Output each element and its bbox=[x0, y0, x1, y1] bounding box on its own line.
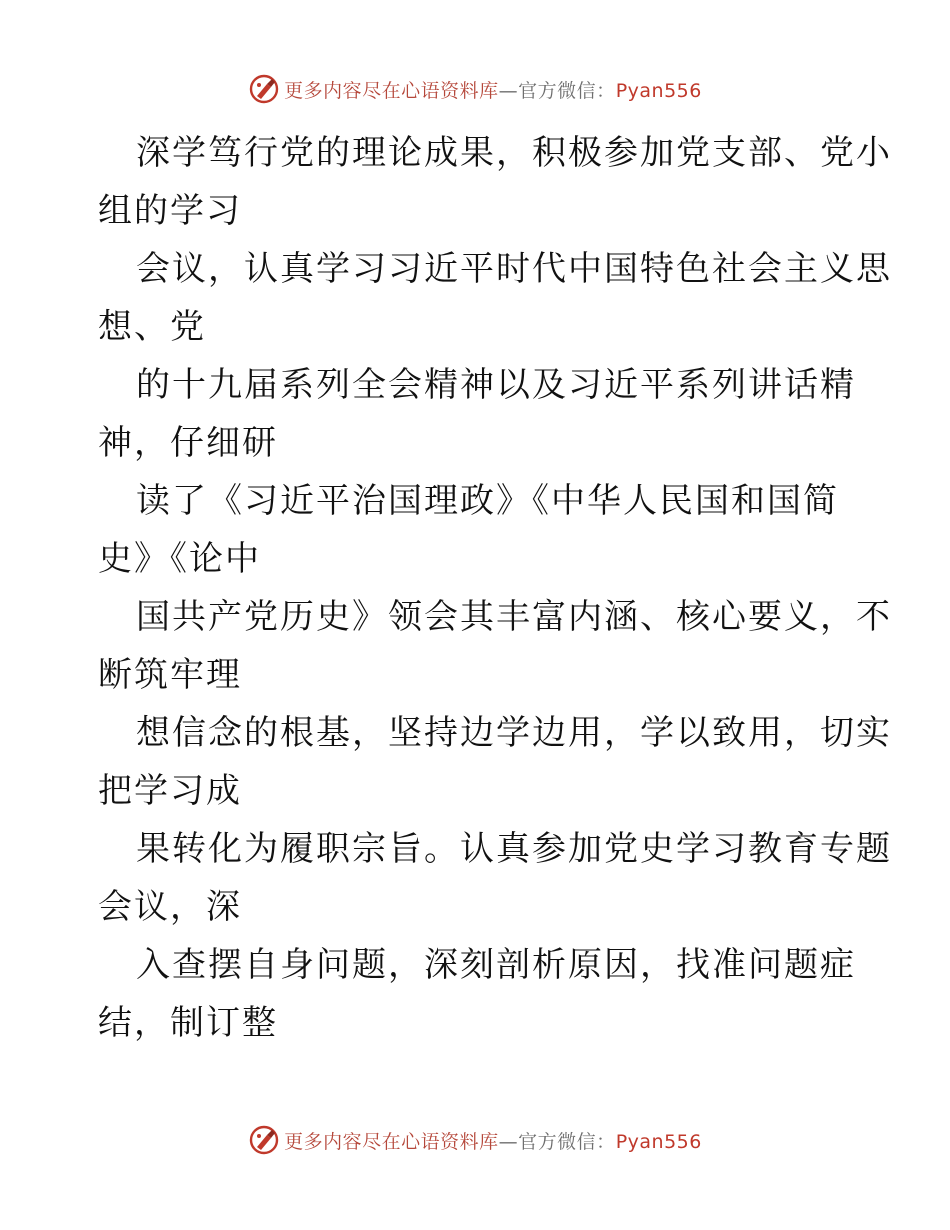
header-banner bbox=[0, 71, 950, 107]
footer-banner-wechat: 官方微信： bbox=[518, 1130, 616, 1153]
body-line: 断筑牢理 bbox=[98, 655, 242, 695]
body-line: 史》《论中 bbox=[98, 539, 261, 579]
pen-logo-icon bbox=[248, 1124, 280, 1156]
pen-logo-icon bbox=[248, 73, 280, 105]
body-line: 读了《习近平治国理政》《中华人民国和国简 bbox=[136, 481, 839, 521]
body-line: 深学笃行党的理论成果，积极参加党支部、党小 bbox=[136, 133, 892, 173]
body-line: 神，仔细研 bbox=[98, 423, 278, 463]
footer-banner-id: Pyan556 bbox=[615, 1130, 702, 1153]
footer-banner-main: 更多内容尽在心语资料库 bbox=[284, 1130, 499, 1153]
body-line: 会议，深 bbox=[98, 887, 242, 927]
body-line: 国共产党历史》领会其丰富内涵、核心要义，不 bbox=[136, 597, 892, 637]
header-banner-sep: — bbox=[498, 79, 519, 102]
body-line: 想、党 bbox=[98, 307, 206, 347]
footer-banner-sep: — bbox=[498, 1130, 519, 1153]
document-body bbox=[98, 124, 892, 1052]
footer-banner-text bbox=[284, 1127, 702, 1154]
body-line: 入查摆自身问题，深刻剖析原因，找准问题症 bbox=[136, 945, 856, 985]
body-line: 会议，认真学习习近平时代中国特色社会主义思 bbox=[136, 249, 892, 289]
header-banner-id: Pyan556 bbox=[615, 79, 702, 102]
header-banner-wechat: 官方微信： bbox=[518, 79, 616, 102]
body-line: 结，制订整 bbox=[98, 1003, 278, 1043]
body-line: 果转化为履职宗旨。认真参加党史学习教育专题 bbox=[136, 829, 892, 869]
body-line: 的十九届系列全会精神以及习近平系列讲话精 bbox=[136, 365, 856, 405]
header-banner-main: 更多内容尽在心语资料库 bbox=[284, 79, 499, 102]
header-banner-text bbox=[284, 76, 702, 103]
body-line: 组的学习 bbox=[98, 191, 242, 231]
body-line: 想信念的根基，坚持边学边用，学以致用，切实 bbox=[136, 713, 892, 753]
footer-banner bbox=[0, 1122, 950, 1158]
body-line: 把学习成 bbox=[98, 771, 242, 811]
